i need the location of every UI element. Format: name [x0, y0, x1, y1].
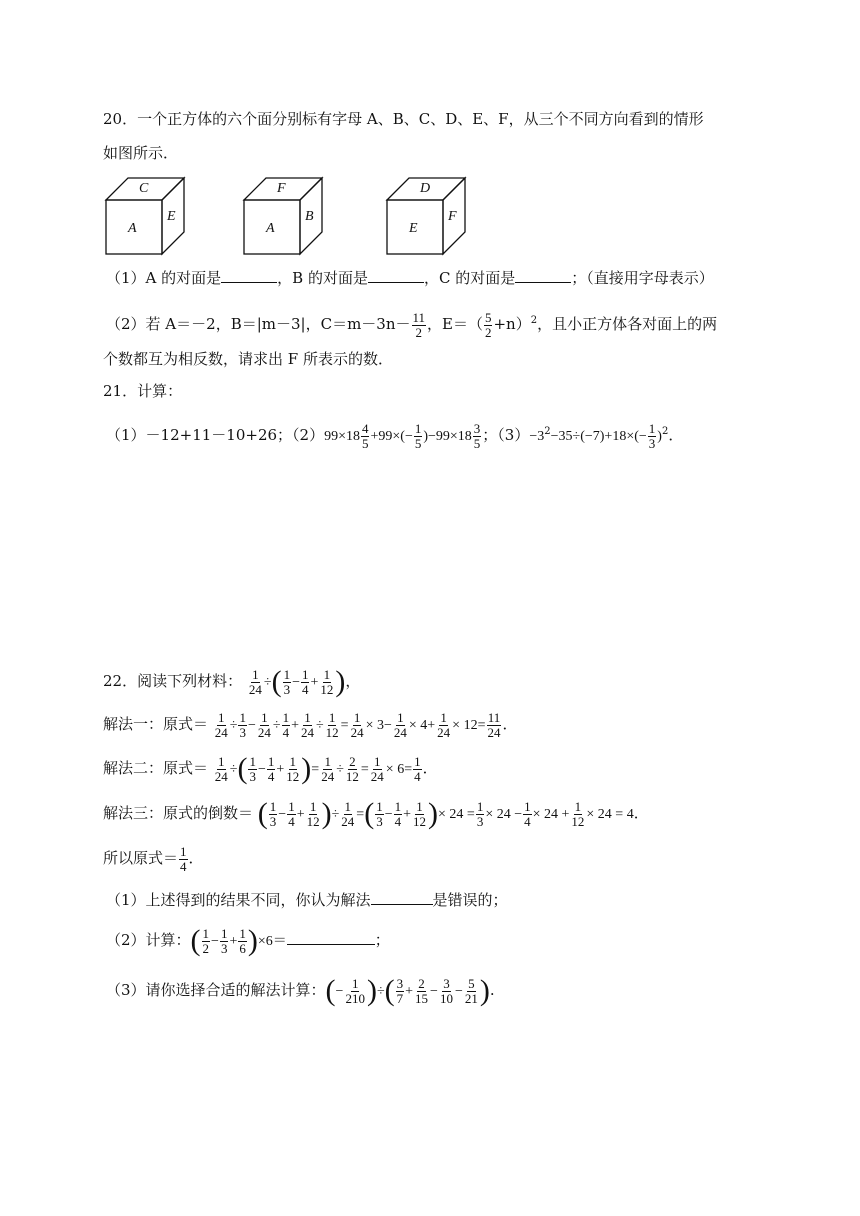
q22-title: 22．阅读下列材料： $\frac{1}{24}$ ÷( $\frac{1}{3}$ − $\frac{1}{4}$ + $\frac{1}{12}$ )， [103, 665, 361, 698]
q22-method2: 解法二：原式＝ $\frac{1}{24}$ ÷( $\frac{1}{3}$ − $\frac{1}{4}$ + $\frac{1}{12}$ )= $\frac{1}{24}$ ÷ $\frac{2}{12}$ = $\frac{1}{24}$ × 6= $\frac{1}{4}$ ． [103, 752, 438, 785]
cube-3-top-label: D [420, 181, 431, 196]
q21-expressions: （1）－12+11－10+26；（2）99×18 $\frac{4}{5}$ +99×(− $\frac{1}{5}$ )−99×18 $\frac{3}{5}$ ；$(3)-3^2-35\div(-7)+18\times(-$ $\frac{1}{3}$ )$^2$． [106, 420, 684, 451]
cube-1 [104, 174, 188, 262]
q20-part2-line2: 个数都互为相反数，请求出 F 所表示的数． [103, 350, 393, 368]
cube-2 [242, 174, 326, 262]
answer-blank-method [371, 890, 433, 905]
cube-3 [385, 174, 469, 262]
answer-blank-b [368, 268, 424, 283]
cube-3-side-label: F [448, 209, 457, 224]
cube-1-side-label: E [167, 209, 176, 224]
q22-part1: （1）上述得到的结果不同，你认为解法 是错误的； [106, 891, 508, 909]
q22-conclusion: 所以原式＝ $\frac{1}{4}$ ． [103, 843, 204, 874]
answer-blank-calc [287, 930, 375, 945]
cube-2-front-label: A [266, 221, 275, 236]
q22-method3: 解法三：原式的倒数＝ ( $\frac{1}{3}$ − $\frac{1}{4}$ + $\frac{1}{12}$ )÷ $\frac{1}{24}$ =( $\frac{1}{3}$ − $\frac{1}{4}$ + $\frac{1}{12}$ )× 24 = $\frac{1}{3}$ × 24 − $\frac{1}{4}$ × 24 + $\frac{1}{12}$ × 24 = 4． [103, 797, 649, 830]
q20-line1: 20．一个正方体的六个面分别标有字母 A、B、C、D、E、F，从三个不同方向看到的情形 [103, 110, 704, 128]
q22-method1: 解法一：原式＝ $\frac{1}{24}$ ÷ $\frac{1}{3}$ − $\frac{1}{24}$ ÷ $\frac{1}{4}$ + $\frac{1}{24}$ ÷ $\frac{1}{12}$ = $\frac{1}{24}$ × 3− $\frac{1}{24}$ × 4+ $\frac{1}{24}$ × 12= $\frac{11}{24}$ ． [103, 709, 518, 740]
answer-blank-a [221, 268, 277, 283]
cube-1-top-label: C [139, 181, 149, 196]
cube-3-front-label: E [409, 221, 418, 236]
answer-blank-c [515, 268, 571, 283]
q20-part2: （2）若 A＝－2，B＝|m－3|，C＝m－3n－ $\frac{11}{2}$ ，E＝（ $\frac{5}{2}$ +n）$^2$，且小正方体各对面上的两 [106, 309, 718, 340]
q22-part3: （3）请你选择合适的解法计算：(− $\frac{1}{210}$ )÷( $\frac{3}{7}$ + $\frac{2}{15}$ − $\frac{3}{10}$ − $\frac{5}{21}$ ). [106, 974, 495, 1007]
cube-2-top-label: F [277, 181, 286, 196]
q21-title: 21．计算： [103, 382, 183, 400]
q20-line2: 如图所示． [103, 144, 179, 162]
cube-1-front-label: A [128, 221, 137, 236]
q20-part1: （1）A 的对面是 ，B 的对面是 ，C 的对面是 ；（直接用字母表示） [106, 269, 714, 287]
q22-part2: （2）计算：( $\frac{1}{2}$ − $\frac{1}{3}$ + $\frac{1}{6}$ )×6＝ ； [106, 924, 390, 957]
cube-2-side-label: B [305, 209, 314, 224]
